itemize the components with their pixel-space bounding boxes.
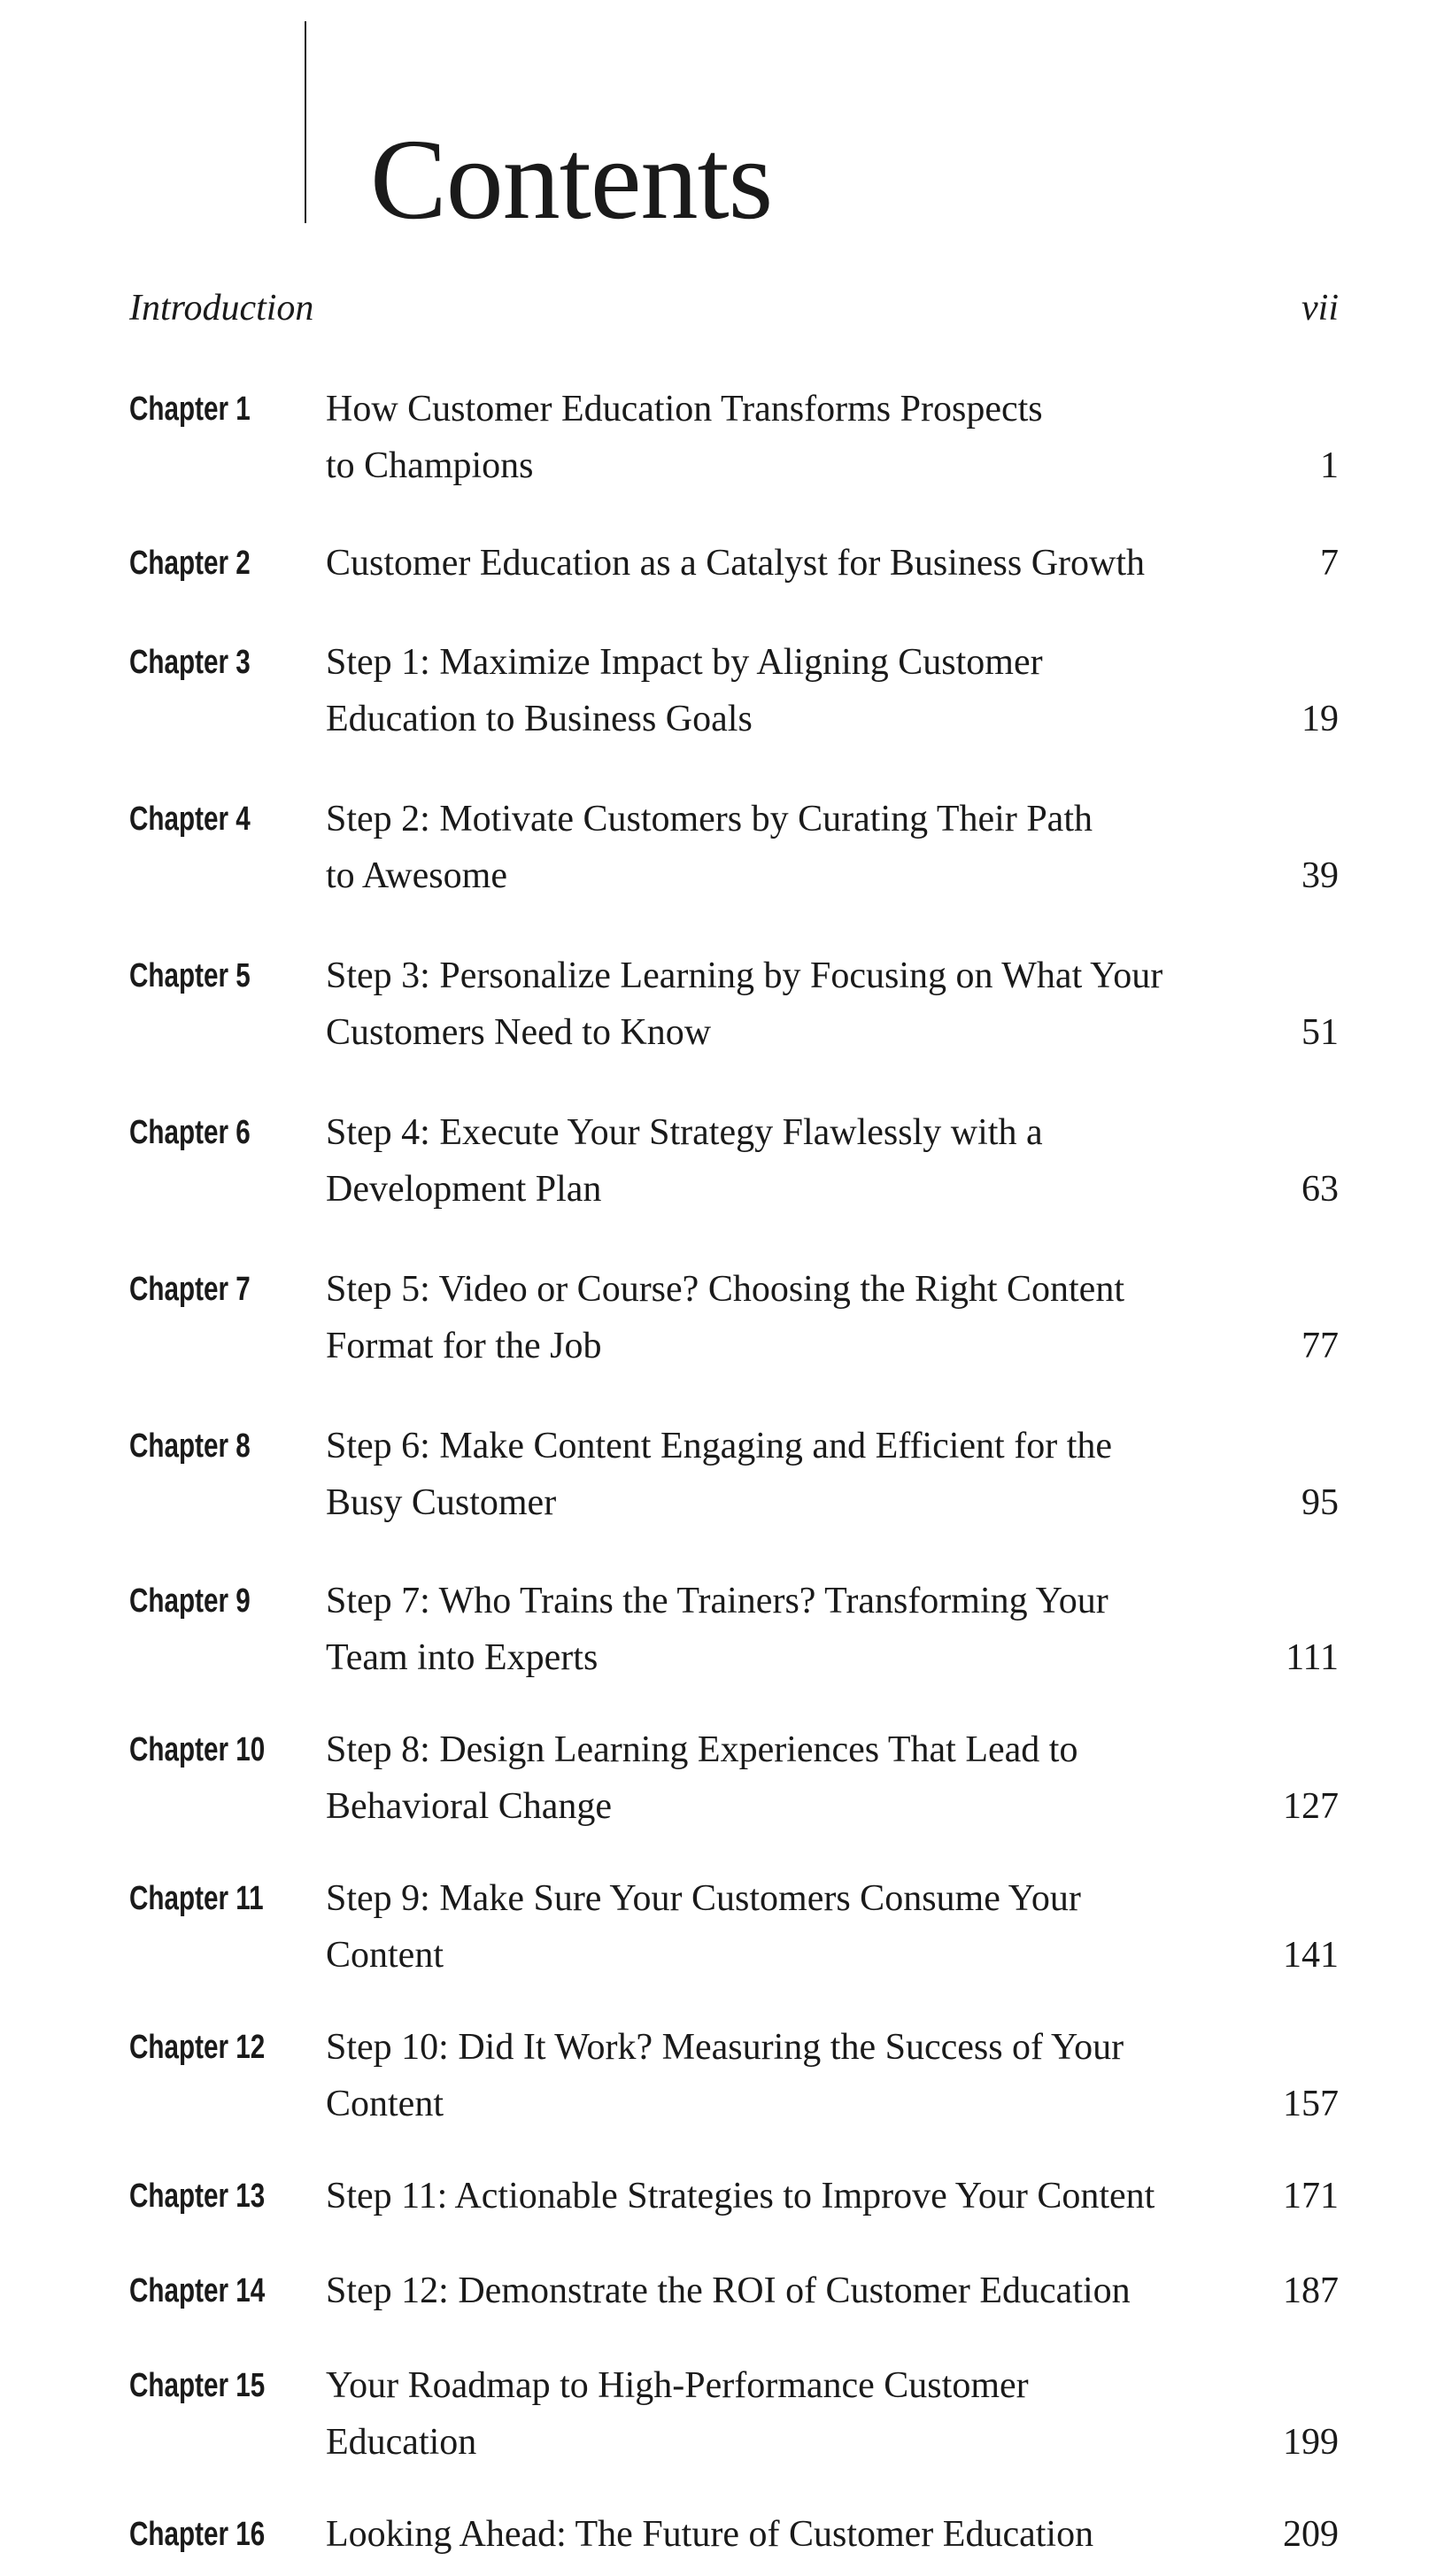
chapter-title: Step 7: Who Trains the Trainers? Transforming Your Team into Experts [326, 1581, 1108, 1678]
toc-entry-chapter-4 [129, 791, 1339, 904]
chapter-title: Step 2: Motivate Customers by Curating Their Path to Awesome [326, 799, 1093, 896]
chapter-title: Your Roadmap to High-Performance Customer Education [326, 2365, 1029, 2463]
introduction-page: vii [1301, 288, 1339, 329]
chapter-number: Chapter 11 [129, 1880, 264, 1917]
chapter-page: 199 [1283, 2422, 1339, 2463]
chapter-number: Chapter 10 [129, 1731, 266, 1768]
chapter-number: Chapter 15 [129, 2367, 266, 2404]
chapter-title: Step 9: Make Sure Your Customers Consume Your Content [326, 1878, 1081, 1976]
toc-entry-chapter-7 [129, 1261, 1339, 1374]
chapter-page: 1 [1320, 445, 1339, 486]
chapter-page: 209 [1283, 2514, 1339, 2555]
chapter-page: 127 [1283, 1786, 1339, 1827]
chapter-page: 111 [1286, 1637, 1339, 1678]
chapter-number: Chapter 4 [129, 801, 251, 838]
toc-entry-chapter-6 [129, 1104, 1339, 1218]
chapter-page: 77 [1301, 1326, 1339, 1366]
toc-entry-chapter-11 [129, 1870, 1339, 1984]
chapter-number: Chapter 2 [129, 545, 251, 582]
chapter-title: Step 4: Execute Your Strategy Flawlessly with a Development Plan [326, 1112, 1043, 1210]
toc-entry-chapter-8 [129, 1418, 1339, 1531]
toc-entry-introduction [129, 282, 1339, 335]
chapter-number: Chapter 1 [129, 391, 251, 428]
chapter-title: Step 10: Did It Work? Measuring the Success of Your Content [326, 2027, 1124, 2124]
toc-entry-chapter-14 [129, 2263, 1339, 2319]
toc-entry-chapter-5 [129, 948, 1339, 1061]
chapter-title: How Customer Education Transforms Prospects to Champions [326, 389, 1043, 486]
chapter-number: Chapter 7 [129, 1271, 251, 1308]
toc-entry-chapter-2 [129, 535, 1339, 592]
chapter-page: 7 [1320, 543, 1339, 584]
chapter-page: 63 [1301, 1169, 1339, 1210]
chapter-page: 39 [1301, 855, 1339, 896]
chapter-page: 141 [1283, 1935, 1339, 1976]
chapter-number: Chapter 12 [129, 2029, 266, 2066]
chapter-number: Chapter 6 [129, 1114, 251, 1151]
toc-entry-chapter-15 [129, 2357, 1339, 2471]
chapter-number: Chapter 9 [129, 1582, 251, 1620]
chapter-title: Step 11: Actionable Strategies to Improve Your Content [326, 2176, 1155, 2216]
toc-entry-chapter-12 [129, 2019, 1339, 2132]
chapter-title: Step 1: Maximize Impact by Aligning Customer Education to Business Goals [326, 642, 1043, 739]
chapter-page: 95 [1301, 1482, 1339, 1523]
chapter-number: Chapter 3 [129, 644, 251, 681]
toc-entry-chapter-13 [129, 2168, 1339, 2224]
chapter-title: Customer Education as a Catalyst for Business Growth [326, 543, 1146, 584]
chapter-title: Step 8: Design Learning Experiences That Lead to Behavioral Change [326, 1729, 1078, 1827]
chapter-page: 187 [1283, 2270, 1339, 2311]
chapter-number: Chapter 14 [129, 2272, 266, 2309]
toc-entry-chapter-1 [129, 381, 1339, 494]
chapter-page: 51 [1301, 1012, 1339, 1053]
chapter-number: Chapter 5 [129, 957, 251, 994]
chapter-page: 157 [1283, 2084, 1339, 2124]
chapter-title: Looking Ahead: The Future of Customer Education [326, 2514, 1094, 2555]
chapter-number: Chapter 13 [129, 2178, 266, 2215]
title-rule [305, 21, 306, 223]
chapter-title: Step 6: Make Content Engaging and Efficient for the Busy Customer [326, 1426, 1113, 1523]
toc-entry-chapter-10 [129, 1721, 1339, 1835]
chapter-number: Chapter 8 [129, 1427, 251, 1465]
chapter-page: 19 [1301, 699, 1339, 739]
toc-entry-chapter-9 [129, 1573, 1339, 1686]
toc-entry-chapter-3 [129, 634, 1339, 747]
toc-entry-chapter-16 [129, 2506, 1339, 2563]
introduction-label: Introduction [129, 288, 314, 329]
chapter-title: Step 3: Personalize Learning by Focusing on What Your Customers Need to Know [326, 955, 1163, 1053]
chapter-number: Chapter 16 [129, 2516, 266, 2553]
chapter-title: Step 5: Video or Course? Choosing the Right Content Format for the Job [326, 1269, 1124, 1366]
chapter-page: 171 [1283, 2176, 1339, 2216]
page-title: Contents [370, 116, 773, 244]
chapter-title: Step 12: Demonstrate the ROI of Customer Education [326, 2270, 1131, 2311]
